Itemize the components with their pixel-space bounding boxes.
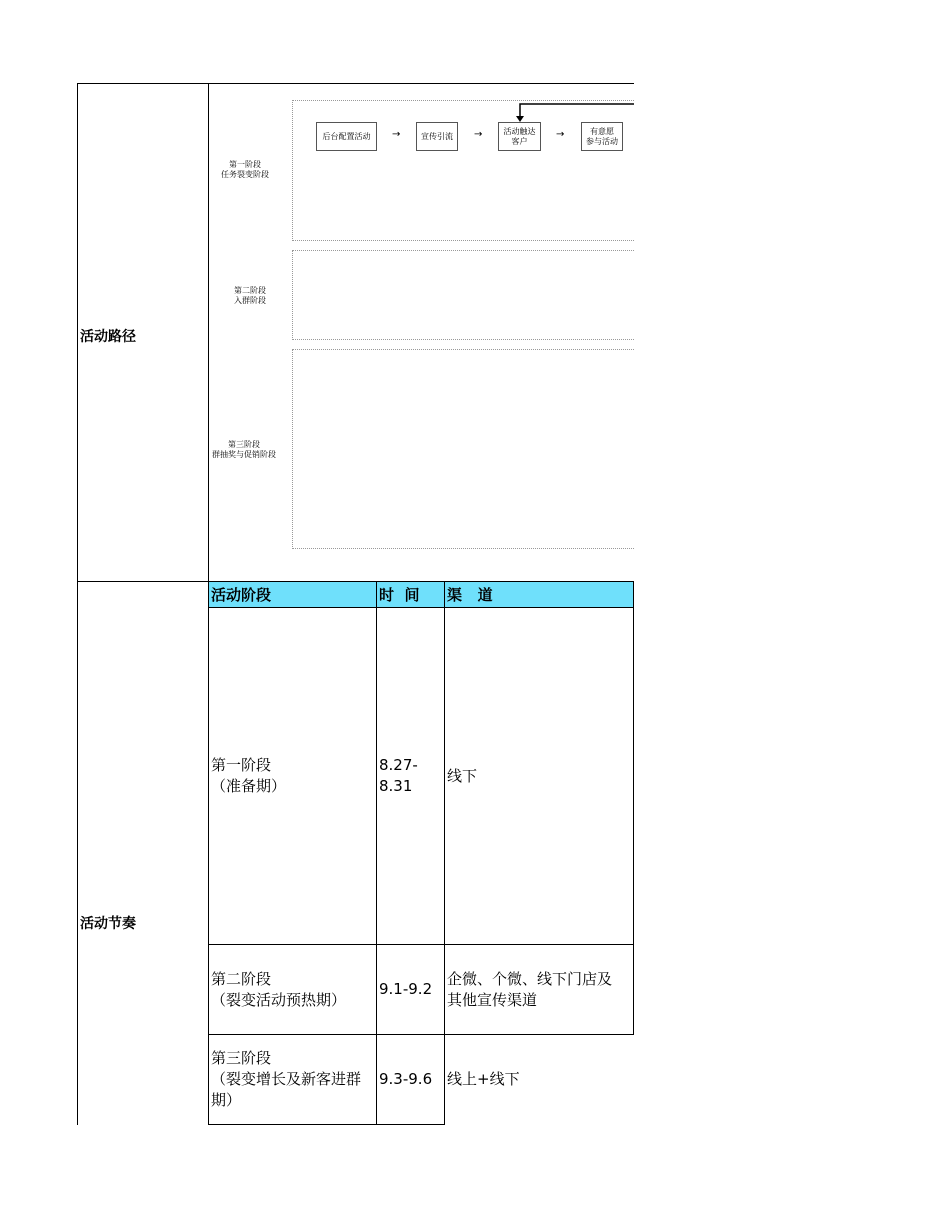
flow-step-config: 后台配置活动 [316, 122, 377, 151]
flow-arrow-1: → [392, 129, 401, 140]
rhythm-section-label: 活动节奏 [80, 916, 136, 932]
row-2-stage: 第二阶段 （裂变活动预热期） [211, 969, 347, 1009]
stage-2-label: 第二阶段 入群阶段 [234, 286, 266, 305]
row-2-time: 9.1-9.2 [379, 980, 433, 998]
row-3-channel: 线上+线下 [447, 1070, 520, 1088]
header-stage: 活动阶段 [209, 582, 376, 607]
stage-1-label: 第一阶段 任务裂变阶段 [221, 160, 269, 179]
top-border [77, 83, 634, 84]
stage-3-label: 第三阶段 群抽奖与促销阶段 [212, 440, 276, 459]
flow-arrow-2: → [474, 129, 483, 140]
return-arrow-icon [510, 100, 634, 124]
row-3-time: 9.3-9.6 [379, 1070, 433, 1088]
row-2-channel: 企微、个微、线下门店及 其他宣传渠道 [447, 969, 613, 1009]
row-1-time: 8.27- 8.31 [379, 756, 418, 795]
stage-3-area [292, 349, 634, 549]
row-1-channel: 线下 [447, 766, 478, 785]
table-col-line-3 [633, 581, 634, 1035]
flow-step-willing: 有意愿 参与活动 [581, 122, 623, 151]
row-1-stage: 第一阶段 （准备期） [211, 756, 287, 795]
row-3-bottom-line [208, 1124, 445, 1125]
flow-step-reach: 活动触达 客户 [498, 122, 541, 151]
header-channel: 渠 道 [445, 582, 634, 607]
left-border [77, 83, 78, 1125]
row-3-stage: 第三阶段 （裂变增长及新客进群 期） [211, 1049, 362, 1109]
route-section-label: 活动路径 [80, 329, 136, 345]
flow-step-promote: 宣传引流 [416, 122, 458, 151]
flow-arrow-3: → [556, 129, 565, 140]
header-time: 时 间 [377, 582, 444, 607]
stage-2-area [292, 250, 634, 340]
